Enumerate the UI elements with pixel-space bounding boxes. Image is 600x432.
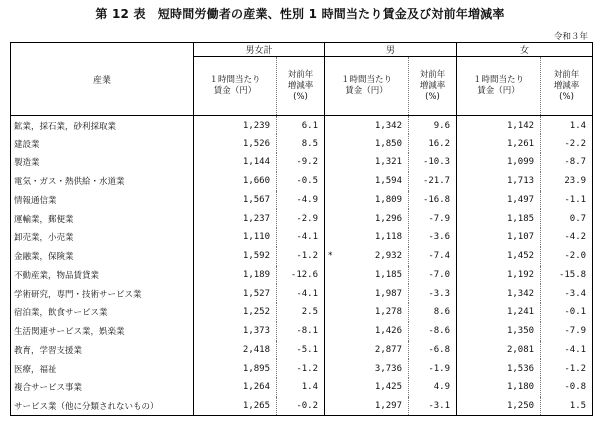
- male-change-cell: -7.4: [409, 247, 457, 266]
- industry-cell: 情報通信業: [11, 191, 194, 210]
- female-change-cell: -7.9: [541, 322, 593, 341]
- male-wage-cell: [325, 247, 409, 266]
- male-change-cell: -3.1: [409, 397, 457, 416]
- table-row: [11, 209, 593, 228]
- male-wage-cell: [325, 209, 409, 228]
- total-wage-cell: 1,373: [242, 326, 270, 337]
- table-row: [11, 284, 593, 303]
- total-wage-cell: 1,265: [194, 397, 277, 416]
- cell-value: 2,932: [374, 251, 403, 262]
- table-row: [11, 266, 593, 285]
- female-change-cell: 23.9: [541, 172, 593, 191]
- table-body: [11, 116, 593, 416]
- total-change-cell: -4.9: [277, 191, 325, 210]
- female-change-cell: -1.2: [541, 359, 593, 378]
- cell-value: 2,877: [374, 344, 403, 355]
- female-wage-cell: 1,452: [506, 251, 535, 262]
- cell-value: 1,342: [374, 121, 403, 132]
- table-title: 第 12 表 短時間労働者の産業、性別 1 時間当たり賃金及び対前年増減率: [95, 7, 505, 21]
- female-wage-cell: 1,536: [506, 363, 535, 374]
- male-wage-cell: [325, 153, 409, 172]
- total-change-cell: 8.5: [277, 134, 325, 153]
- female-wage-cell: 1,107: [506, 232, 535, 243]
- table-row: [11, 397, 593, 416]
- industry-cell: 生活関連サービス業，娯楽業: [11, 322, 194, 341]
- industry-cell: 鉱業，採石業，砂利採取業: [11, 116, 194, 135]
- female-wage-cell: 1,099: [506, 157, 535, 168]
- total-change-cell: -4.1: [277, 228, 325, 247]
- male-change-header: 対前年 増減率 (%): [409, 57, 457, 116]
- industry-cell: 医療，福祉: [11, 359, 194, 378]
- male-change-cell: -21.7: [409, 172, 457, 191]
- total-change-cell: -1.2: [277, 359, 325, 378]
- cell-value: 1,850: [374, 138, 403, 149]
- total-change-cell: 6.1: [277, 116, 325, 135]
- industry-cell: サービス業（他に分類されないもの）: [11, 397, 194, 416]
- industry-cell: 金融業，保険業: [11, 247, 194, 266]
- female-change-cell: 1.4: [541, 116, 593, 135]
- total-wage-cell: 1,660: [242, 176, 270, 187]
- male-change-cell: -6.8: [409, 341, 457, 360]
- male-wage-cell: [325, 172, 409, 191]
- female-wage-cell: 1,192: [506, 269, 535, 280]
- table-row: [11, 378, 593, 397]
- table-row: [11, 153, 593, 172]
- female-wage-cell: 1,180: [506, 382, 535, 393]
- group-header-male: 男: [325, 43, 457, 57]
- cell-value: 1,185: [374, 269, 403, 280]
- industry-cell: 建設業: [11, 134, 194, 153]
- female-change-cell: -15.8: [541, 266, 593, 285]
- female-change-cell: 0.7: [541, 209, 593, 228]
- female-wage-cell: 2,081: [506, 344, 535, 355]
- total-wage-cell: 1,526: [242, 138, 270, 149]
- table-row: [11, 172, 593, 191]
- cell-value: 1,987: [374, 288, 403, 299]
- female-change-cell: -1.1: [541, 191, 593, 210]
- industry-cell: 不動産業，物品賃貸業: [11, 266, 194, 285]
- male-change-cell: -3.6: [409, 228, 457, 247]
- female-wage-cell: 1,142: [506, 121, 535, 132]
- cell-value: 3,736: [374, 363, 403, 374]
- cell-value: 1,426: [374, 326, 403, 337]
- male-wage-cell: [325, 303, 409, 322]
- male-wage-cell: [325, 228, 409, 247]
- male-wage-cell: [325, 134, 409, 153]
- female-change-cell: -4.2: [541, 228, 593, 247]
- female-change-header: 対前年 増減率 (%): [541, 57, 593, 116]
- female-change-cell: -2.2: [541, 134, 593, 153]
- female-change-cell: 1.5: [541, 397, 593, 416]
- total-wage-cell: 1,567: [242, 194, 270, 205]
- female-change-cell: -2.0: [541, 247, 593, 266]
- male-wage-cell: [325, 397, 409, 416]
- female-wage-cell: 1,350: [506, 326, 535, 337]
- table-row: [11, 303, 593, 322]
- female-wage-cell: 1,241: [506, 307, 535, 318]
- male-change-cell: 8.6: [409, 303, 457, 322]
- female-wage-cell: 1,250: [457, 397, 541, 416]
- table-row: [11, 191, 593, 210]
- cell-value: 1,425: [374, 382, 403, 393]
- male-wage-cell: [325, 341, 409, 360]
- total-change-cell: -0.5: [277, 172, 325, 191]
- total-change-cell: -5.1: [277, 341, 325, 360]
- total-change-cell: -4.1: [277, 284, 325, 303]
- cell-value: 1,118: [374, 232, 403, 243]
- total-change-cell: -2.9: [277, 209, 325, 228]
- male-change-cell: 4.9: [409, 378, 457, 397]
- table-row: [11, 359, 593, 378]
- table-row: [11, 341, 593, 360]
- male-wage-cell: [325, 116, 409, 135]
- total-change-cell: -1.2: [277, 247, 325, 266]
- industry-cell: 運輸業，郵便業: [11, 209, 194, 228]
- table-row: [11, 322, 593, 341]
- wage-table: [10, 42, 593, 416]
- male-change-cell: -1.9: [409, 359, 457, 378]
- cell-value: 1,296: [374, 213, 403, 224]
- male-change-cell: -16.8: [409, 191, 457, 210]
- male-wage-header: １時間当たり 賃金（円）: [325, 57, 409, 116]
- total-change-cell: -9.2: [277, 153, 325, 172]
- total-wage-cell: 2,418: [242, 344, 270, 355]
- industry-cell: 卸売業，小売業: [11, 228, 194, 247]
- female-wage-cell: 1,185: [506, 213, 535, 224]
- female-change-cell: -4.1: [541, 341, 593, 360]
- cell-value: 1,809: [374, 194, 403, 205]
- total-wage-cell: 1,144: [242, 157, 270, 168]
- male-wage-cell: [325, 378, 409, 397]
- male-wage-cell: [325, 191, 409, 210]
- male-wage-cell: [325, 284, 409, 303]
- industry-cell: 教育，学習支援業: [11, 341, 194, 360]
- note-mark: *: [328, 251, 333, 262]
- table-row: [11, 228, 593, 247]
- total-wage-cell: 1,237: [242, 213, 270, 224]
- total-wage-cell: 1,239: [242, 121, 270, 132]
- total-wage-cell: 1,264: [242, 382, 270, 393]
- total-wage-cell: 1,252: [242, 307, 270, 318]
- total-change-cell: 2.5: [277, 303, 325, 322]
- total-change-header: 対前年 増減率 (%): [277, 57, 325, 116]
- female-change-cell: -3.4: [541, 284, 593, 303]
- total-wage-cell: 1,895: [242, 363, 270, 374]
- industry-cell: 複合サービス事業: [11, 378, 194, 397]
- table-row: [11, 116, 593, 135]
- era-note: 令和３年: [553, 32, 588, 42]
- female-change-cell: -0.8: [541, 378, 593, 397]
- total-wage-cell: 1,592: [242, 251, 270, 262]
- total-change-cell: -8.1: [277, 322, 325, 341]
- total-wage-header: １時間当たり 賃金（円）: [194, 57, 277, 116]
- table-row: [11, 247, 593, 266]
- cell-value: 1,594: [374, 176, 403, 187]
- total-wage-cell: 1,110: [242, 232, 270, 243]
- female-wage-cell: 1,713: [506, 176, 535, 187]
- cell-value: 1,321: [374, 157, 403, 168]
- total-wage-cell: 1,527: [242, 288, 270, 299]
- industry-cell: 宿泊業，飲食サービス業: [11, 303, 194, 322]
- male-change-cell: 9.6: [409, 116, 457, 135]
- table-row: [11, 134, 593, 153]
- group-header-total: 男女計: [194, 43, 325, 57]
- total-change-cell: -0.2: [277, 397, 325, 416]
- total-change-cell: -12.6: [277, 266, 325, 285]
- male-change-cell: -3.3: [409, 284, 457, 303]
- male-wage-cell: [325, 359, 409, 378]
- industry-header: 産業: [11, 43, 194, 116]
- total-wage-cell: 1,189: [242, 269, 270, 280]
- industry-cell: 製造業: [11, 153, 194, 172]
- male-change-cell: -7.9: [409, 209, 457, 228]
- male-wage-cell: [325, 322, 409, 341]
- male-change-cell: -8.6: [409, 322, 457, 341]
- total-change-cell: 1.4: [277, 378, 325, 397]
- female-wage-cell: 1,261: [506, 138, 535, 149]
- male-change-cell: -7.0: [409, 266, 457, 285]
- female-change-cell: -8.7: [541, 153, 593, 172]
- cell-value: 1,278: [374, 307, 403, 318]
- industry-cell: 学術研究，専門・技術サービス業: [11, 284, 194, 303]
- male-change-cell: 16.2: [409, 134, 457, 153]
- male-wage-cell: [325, 266, 409, 285]
- female-wage-cell: 1,342: [506, 288, 535, 299]
- female-wage-cell: 1,497: [506, 194, 535, 205]
- female-change-cell: -0.1: [541, 303, 593, 322]
- group-header-female: 女: [457, 43, 593, 57]
- female-wage-header: １時間当たり 賃金（円）: [457, 57, 541, 116]
- male-change-cell: -10.3: [409, 153, 457, 172]
- cell-value: 1,297: [374, 400, 403, 411]
- industry-cell: 電気・ガス・熱供給・水道業: [11, 172, 194, 191]
